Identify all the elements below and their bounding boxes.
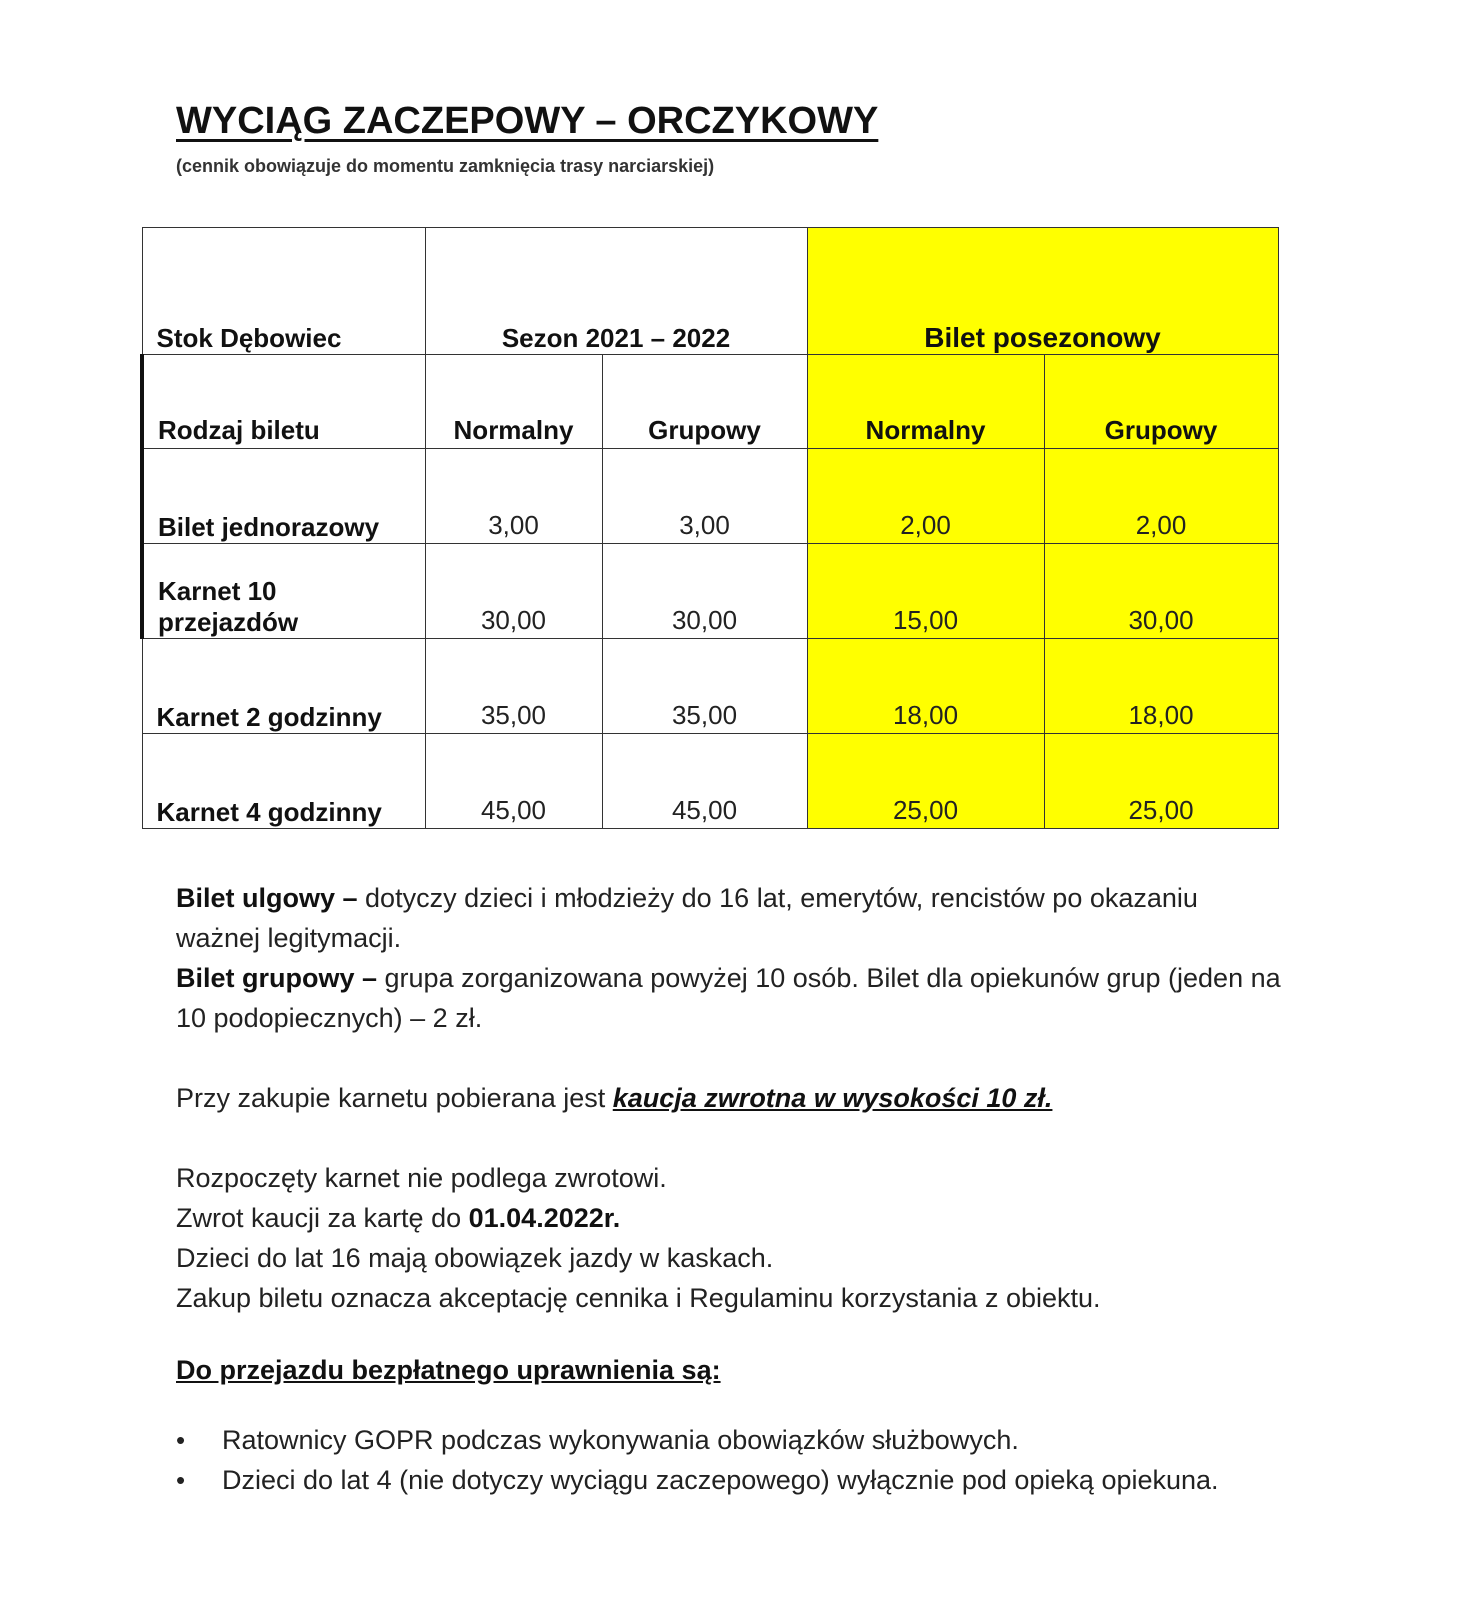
price-cell: 25,00 <box>1044 734 1278 829</box>
post-normal-header: Normalny <box>807 355 1044 449</box>
list-item <box>176 1460 1286 1500</box>
ticket-type-header: Rodzaj biletu <box>142 355 425 449</box>
ulgowy-label: Bilet ulgowy – <box>176 883 358 913</box>
page-subtitle: (cennik obowiązuje do momentu zamknięcia trasy narciarskiej) <box>176 156 715 176</box>
refund-date: 01.04.2022r. <box>468 1203 621 1233</box>
no-refund-note: Rozpoczęty karnet nie podlega zwrotowi. <box>176 1163 667 1193</box>
table-row <box>142 734 1278 829</box>
ulgowy-note <box>176 878 1286 958</box>
list-item-text: Dzieci do lat 4 (nie dotyczy wyciągu zaczepowego) wyłącznie pod opieką opiekuna. <box>222 1465 1219 1495</box>
free-ride-list <box>176 1420 1286 1500</box>
price-cell: 18,00 <box>807 639 1044 734</box>
grupowy-text: grupa zorganizowana powyżej 10 osób. Bilet dla opiekunów grup (jeden na 10 podopiecznych) – 2 zł. <box>176 963 1281 1033</box>
price-cell: 25,00 <box>807 734 1044 829</box>
table-row <box>142 449 1278 544</box>
price-cell: 45,00 <box>602 734 807 829</box>
deposit-note <box>176 1078 1286 1118</box>
price-cell: 18,00 <box>1044 639 1278 734</box>
price-cell: 15,00 <box>807 544 1044 639</box>
grupowy-note <box>176 958 1286 1038</box>
price-cell: 30,00 <box>602 544 807 639</box>
post-group-header: Grupowy <box>1044 355 1278 449</box>
deposit-amount: kaucja zwrotna w wysokości 10 zł. <box>612 1083 1053 1113</box>
refund-text: Zwrot kaucji za kartę do <box>176 1203 469 1233</box>
price-table <box>140 227 1279 829</box>
row-label: Karnet 2 godzinny <box>142 639 425 734</box>
deposit-text: Przy zakupie karnetu pobierana jest <box>176 1083 613 1113</box>
header-row-columns <box>142 355 1278 449</box>
price-cell: 3,00 <box>602 449 807 544</box>
table-row <box>142 639 1278 734</box>
price-cell: 2,00 <box>1044 449 1278 544</box>
price-cell: 3,00 <box>425 449 602 544</box>
table-row <box>142 544 1278 639</box>
ulgowy-text: dotyczy dzieci i młodzieży do 16 lat, emerytów, rencistów po okazaniu ważnej legitymacji. <box>176 883 1198 953</box>
postseason-header: Bilet posezonowy <box>807 228 1278 355</box>
row-label: Karnet 4 godzinny <box>142 734 425 829</box>
price-cell: 35,00 <box>425 639 602 734</box>
price-cell: 35,00 <box>602 639 807 734</box>
corner-label: Stok Dębowiec <box>142 228 425 355</box>
season-normal-header: Normalny <box>425 355 602 449</box>
price-cell: 45,00 <box>425 734 602 829</box>
price-cell: 30,00 <box>1044 544 1278 639</box>
header-row-top <box>142 228 1278 355</box>
helmet-note: Dzieci do lat 16 mają obowiązek jazdy w kaskach. <box>176 1243 774 1273</box>
acceptance-note: Zakup biletu oznacza akceptację cennika i Regulaminu korzystania z obiektu. <box>176 1283 1101 1313</box>
row-label: Bilet jednorazowy <box>142 449 425 544</box>
price-cell: 30,00 <box>425 544 602 639</box>
row-label <box>142 544 425 639</box>
notes-section <box>176 878 1286 1500</box>
bullet-icon: • <box>176 1425 186 1455</box>
bullet-icon: • <box>176 1465 186 1495</box>
page-title: WYCIĄG ZACZEPOWY – ORCZYKOWY <box>176 100 879 142</box>
list-item <box>176 1420 1286 1460</box>
list-item-text: Ratownicy GOPR podczas wykonywania obowiązków służbowych. <box>222 1425 1019 1455</box>
price-cell: 2,00 <box>807 449 1044 544</box>
free-ride-heading: Do przejazdu bezpłatnego uprawnienia są: <box>176 1355 721 1385</box>
season-group-header: Grupowy <box>602 355 807 449</box>
row-label-text: Karnet 10 przejazdów <box>158 575 299 637</box>
grupowy-label: Bilet grupowy – <box>176 963 378 993</box>
refund-note <box>176 1198 1286 1238</box>
season-header: Sezon 2021 – 2022 <box>425 228 807 355</box>
